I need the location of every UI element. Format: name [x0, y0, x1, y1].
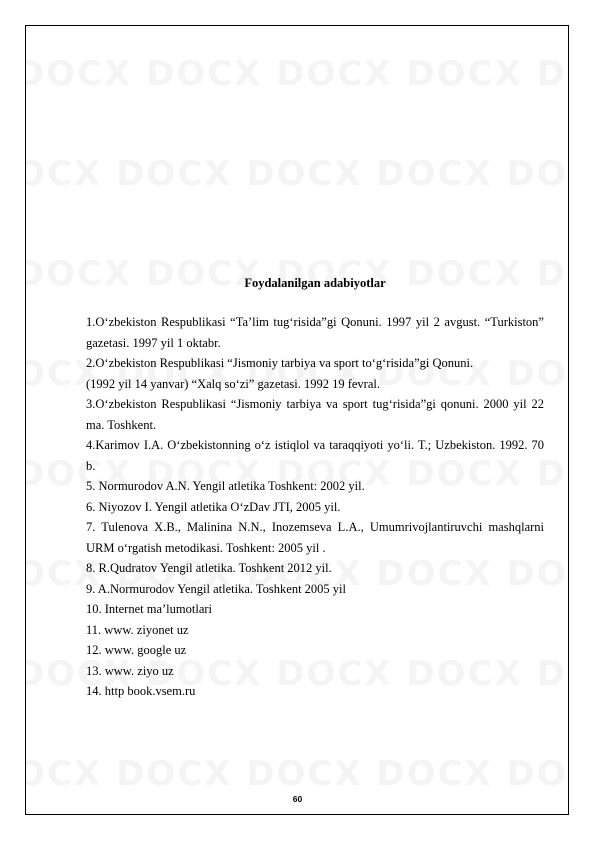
reference-entry: 4.Karimov I.A. O‘zbekistonning o‘z istiqlol va taraqqiyoti yo‘li. T.; Uzbekiston. 1992. 70 b.: [86, 438, 544, 473]
reference-entry: 12. www. google uz: [86, 643, 187, 657]
references-heading: Foydalanilgan adabiyotlar: [244, 276, 386, 290]
reference-entry: 2.O‘zbekiston Respublikasi “Jismoniy tarbiya va sport to‘g‘risida”gi Qonuni.: [86, 356, 474, 370]
reference-entry: (1992 yil 14 yanvar) “Xalq so‘zi” gazetasi. 1992 19 fevral.: [86, 376, 380, 391]
reference-entry: 3.O‘zbekiston Respublikasi “Jismoniy tarbiya va sport tug‘risida”gi qonuni. 2000 yil 22 ma. Toshkent.: [86, 397, 544, 432]
reference-entry: 6. Niyozov I. Yengil atletika O‘zDav JTI, 2005 yil.: [86, 499, 341, 514]
reference-entry: 1.O‘zbekiston Respublikasi “Ta’lim tug‘risida”gi Qonuni. 1997 yil 2 avgust. “Turkiston” gazetasi. 1997 yil 1 oktabr.: [86, 315, 544, 350]
reference-entry: 13. www. ziyo uz: [86, 663, 174, 678]
reference-entry: 7. Tulenova X.B., Malinina N.N., Inozemseva L.A., Umumrivojlantiruvchi mashqlarni URM o‘rgatish metodikasi. Toshkent: 2005 yil .: [86, 520, 544, 555]
reference-entry: 11. www. ziyonet uz: [86, 622, 189, 637]
reference-entry: 9. A.Normurodov Yengil atletika. Toshkent 2005 yil: [86, 581, 346, 596]
page-number: 60: [292, 794, 303, 804]
references-list: [86, 312, 544, 702]
reference-entry: 14. http book.vsem.ru: [86, 684, 196, 698]
reference-entry: 10. Internet ma’lumotlari: [86, 602, 213, 616]
reference-entry: 5. Normurodov A.N. Yengil atletika Toshkent: 2002 yil.: [86, 479, 365, 493]
reference-entry: 8. R.Qudratov Yengil atletika. Toshkent 2012 yil.: [86, 561, 332, 575]
